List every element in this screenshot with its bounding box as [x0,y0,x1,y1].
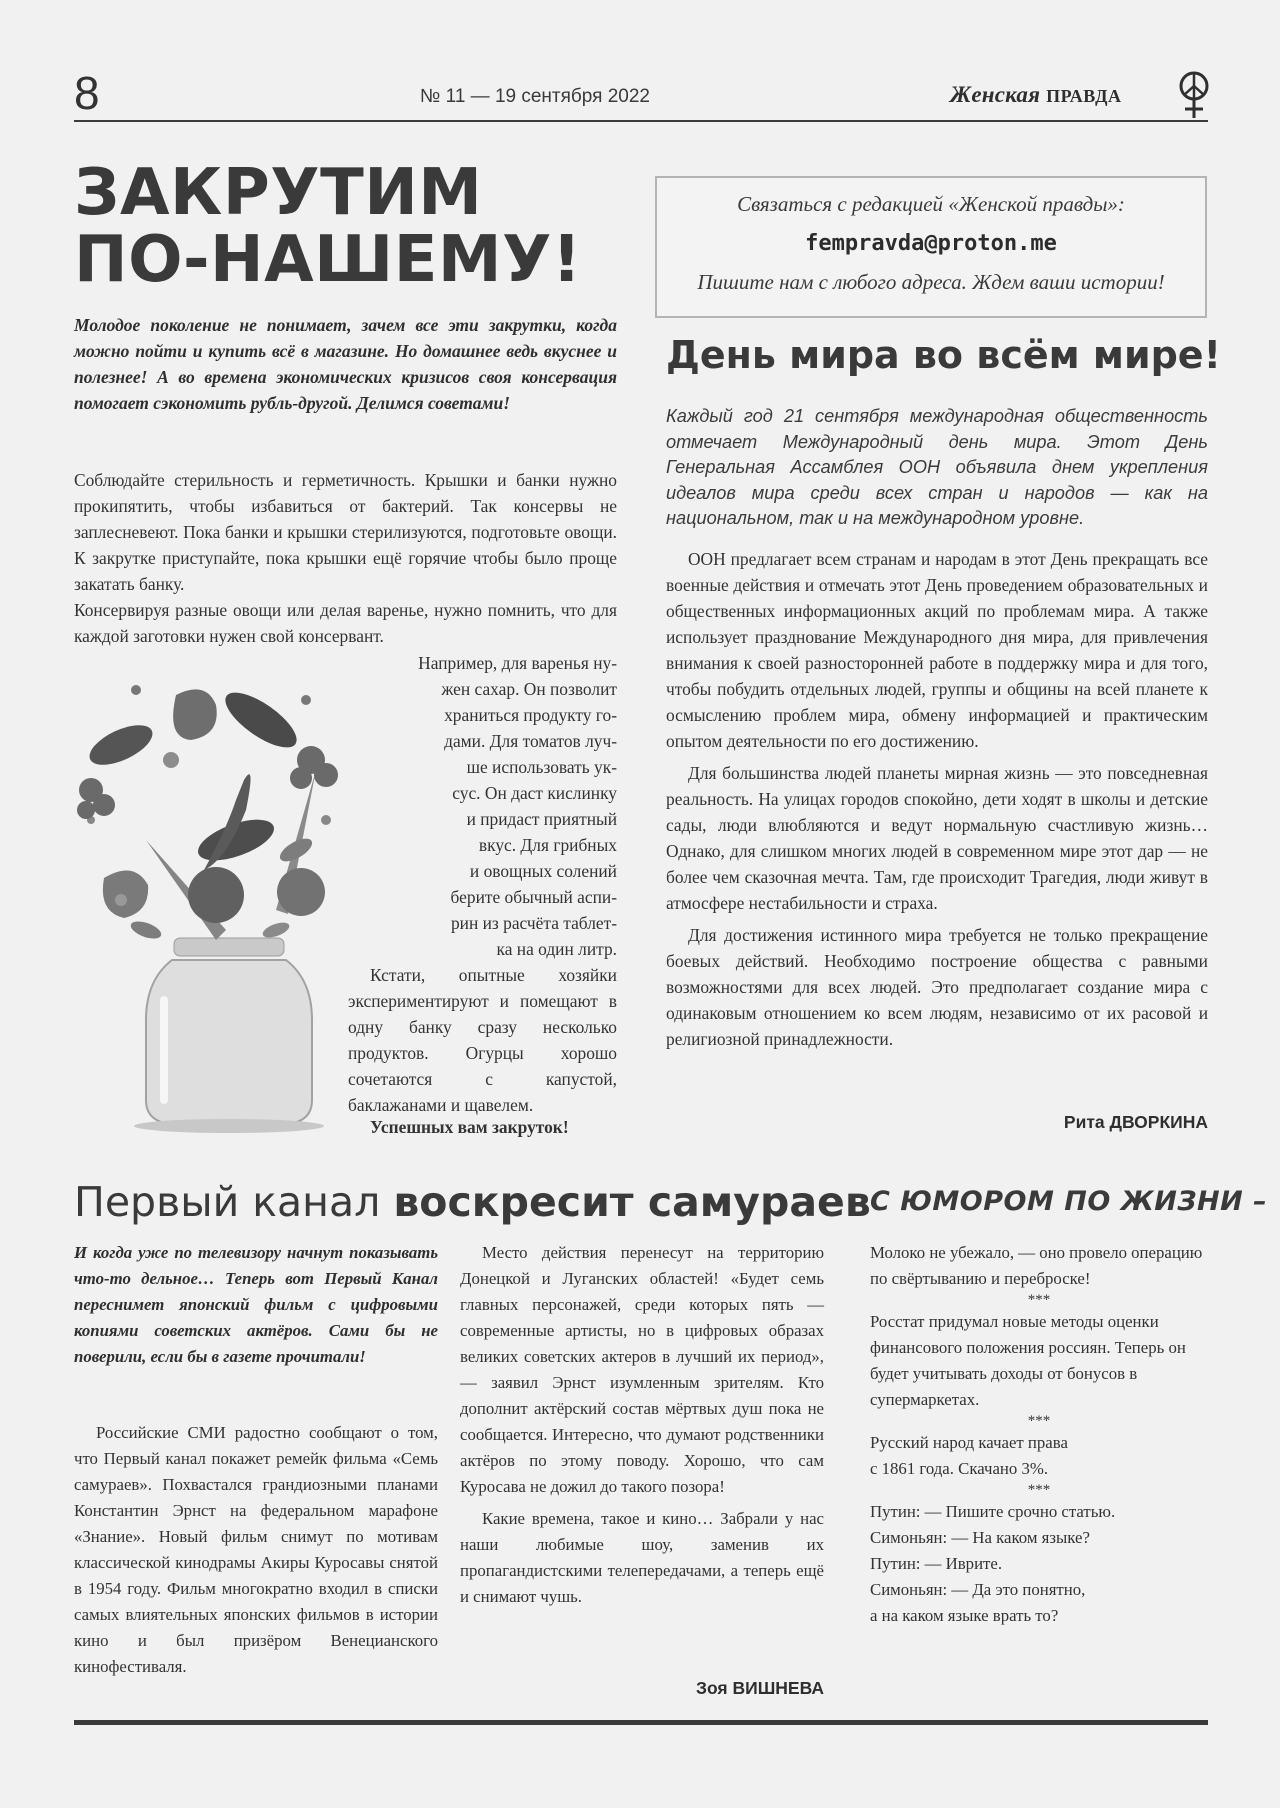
peace-p1: ООН предлагает всем странам и народам в этот День прекращать все военные действия и отмечать этот День проведением образовательных и общественных информационных акций по проблемам мира. А также использует празднование Международного дня мира, для привлечения внимания к своей разносторонней работе в поддержку мира и для того, чтобы побудить отдельных людей, группы и общины на всей планете к осмыслению проблем мира, обмену информацией и практическим опытом деятельности по его достижению. [666,549,1208,751]
samurai-lead: И когда уже по телевизору начнут показывать что-то дельное… Теперь вот Первый Канал переснимет японский фильм с цифровыми копиями советских актёров. Сами бы не поверили, если бы в газете прочитали! [74,1243,438,1366]
peace-title: День мира во всём мире! [666,333,1221,377]
preserve-closing: Успешных вам закруток! [370,1117,569,1137]
samurai-p3: Какие времена, такое и кино… Забрали у нас наши любимые шоу, заменив их пропагандистскими телепередачами, а теперь ещё и снимают чушь. [460,1509,824,1606]
preserve-title [74,156,634,298]
dialog-line: Путин: — Иврите. [870,1554,1003,1573]
vegetables-jar-illustration [76,660,376,1135]
samurai-p2: Место действия перенесут на территорию Донецкой и Луганских областей! «Будет семь главных персонажей, среди которых пять — современные артисты, но в цифровых образах великих советских актеров в лучший их период», — заявил Эрнст изумленным зрителям. Кто дополнит актёрский состав мёртвых душ пока не сообщается. Интересно, что думают родственники актёров по этому поводу. Хорошо, что сам Куросава не дожил до такого позора! [460,1243,824,1496]
preserve-wrap-text [340,650,617,962]
joke-3-line1: Русский народ качает права [870,1433,1068,1452]
wrap-line: рин из расчёта таблет- [450,913,617,933]
peace-lead: Каждый год 21 сентября международная общественность отмечает Международный день мира. Этот День Генеральная Ассамблея ООН объявила днем укрепления идеалов мира среди всех стран и народов — как на национальном, так и на международном уровне. [666,406,1208,528]
humor-column [870,1240,1208,1629]
wrap-line: Например, для варенья ну- [418,653,617,673]
joke-2: Росстат придумал новые методы оценки финансового положения россиян. Теперь он будет учитывать доходы от бонусов в супермаркетах. [870,1312,1186,1409]
wrap-line: берите обычный аспи- [450,887,617,907]
female-symbol-icon [1176,70,1212,120]
preserve-p2: Консервируя разные овощи или делая варенье, нужно помнить, что для каждой заготовки нужен свой консервант. [74,600,617,646]
wrap-line: храниться продукту го- [444,705,617,725]
samurai-col2 [460,1240,824,1610]
dialog-line: Симоньян: — Да это понятно, [870,1580,1086,1599]
preserve-p1: Соблюдайте стерильность и герметичность. Крышки и банки нужно прокипятить, чтобы избавиться от бактерий. Так консервы не заплесневеют. Пока банки и крышки стерилизуются, подготовьте овощи. К закрутке приступайте, пока крышки ещё горячие чтобы было проще закатать банку. [74,470,617,594]
humor-title: С ЮМОРОМ ПО ЖИЗНИ – [870,1186,1268,1217]
wrap-line: ше использовать ук- [466,757,617,777]
samurai-title-bold: воскресит самураев [393,1178,871,1226]
separator: *** [1027,1292,1051,1308]
dialog-line: а на каком языке врать то? [870,1606,1059,1625]
peace-author: Рита ДВОРКИНА [1063,1112,1208,1132]
preserve-title-line2: ПО-НАШЕМУ! [74,223,582,298]
contact-box [655,176,1207,318]
footer-rule [74,1720,1208,1725]
brand-main: Женская [950,82,1041,107]
header-rule [74,120,1208,122]
brand-small: ПРАВДА [1046,86,1122,106]
issue-date: № 11 — 19 сентября 2022 [420,86,650,107]
separator: *** [1027,1413,1051,1429]
samurai-col1 [74,1420,438,1680]
wrap-line: жен сахар. Он позволит [441,679,617,699]
peace-p3: Для достижения истинного мира требуется не только прекращение боевых действий. Необходимо построение общества с равными возможностями для всех людей. Это предполагает создание мира с одинаковым отношением ко всем людям, независимо от их расовой и религиозной принадлежности. [666,925,1208,1049]
separator: *** [1027,1482,1051,1498]
preserve-title-line1: ЗАКРУТИМ [74,156,483,230]
peace-body [666,546,1208,1052]
samurai-author: Зоя ВИШНЕВА [695,1678,824,1698]
wrap-line: вкус. Для грибных [478,835,617,855]
newspaper-brand [950,82,1122,108]
joke-3-line2: с 1861 года. Скачано 3%. [870,1459,1049,1478]
samurai-title [74,1178,871,1226]
contact-line1: Связаться с редакцией «Женской правды»: [737,192,1125,216]
page-number: 8 [74,67,100,119]
preserve-p3 [348,962,617,1118]
samurai-p1: Российские СМИ радостно сообщают о том, что Первый канал покажет ремейк фильма «Семь самураев». Похвастался грандиозными планами Константин Эрнст на федеральном марафоне «Знание». Новый фильм снимут по мотивам классической кинодрамы Акиры Куросавы снятой в 1954 году. Фильм многократно входил в списки самых влиятельных японских фильмов в истории кино и был призёром Венецианского кинофестиваля. [74,1423,438,1676]
wrap-line: дами. Для томатов луч- [444,731,617,751]
preserve-lead: Молодое поколение не понимает, зачем все эти закрутки, когда можно пойти и купить всё в магазине. Но домашнее ведь вкуснее и полезнее! А во времена экономических кризисов своя консервация помогает сэкономить рубль-другой. Делимся советами! [74,315,617,413]
preserve-body [74,467,617,649]
jar-icon [134,938,324,1133]
samurai-title-light: Первый канал [74,1178,394,1226]
dialog-line: Путин: — Пишите срочно статью. [870,1502,1116,1521]
contact-line3: Пишите нам с любого адреса. Ждем ваши истории! [697,270,1165,294]
wrap-line: и овощных солений [469,861,617,881]
wrap-line: сус. Он даст кислинку [452,783,617,803]
contact-email[interactable]: fempravda@proton.me [805,231,1057,256]
preserve-p3-text: Кстати, опытные хозяйки экспериментируют и помещают в одну банку сразу несколько продуктов. Огурцы хорошо сочетаются с капустой, баклажанами и щавелем. [348,965,617,1115]
joke-1: Молоко не убежало, — оно провело операцию по свёртыванию и переброске! [870,1243,1203,1288]
dialog-line: Симоньян: — На каком языке? [870,1528,1090,1547]
wrap-line: и придаст приятный [466,809,617,829]
peace-p2: Для большинства людей планеты мирная жизнь — это повседневная реальность. На улицах городов спокойно, дети ходят в школы и детские сады, люди влюбляются и ведут нормальную счастливую жизнь… Однако, для слишком многих людей в современном мире этот дар — не более чем сказочная мечта. Там, где происходит Трагедия, люди живут в атмосфере нестабильности и страха. [666,763,1208,913]
wrap-line: ка на один литр. [496,939,617,959]
